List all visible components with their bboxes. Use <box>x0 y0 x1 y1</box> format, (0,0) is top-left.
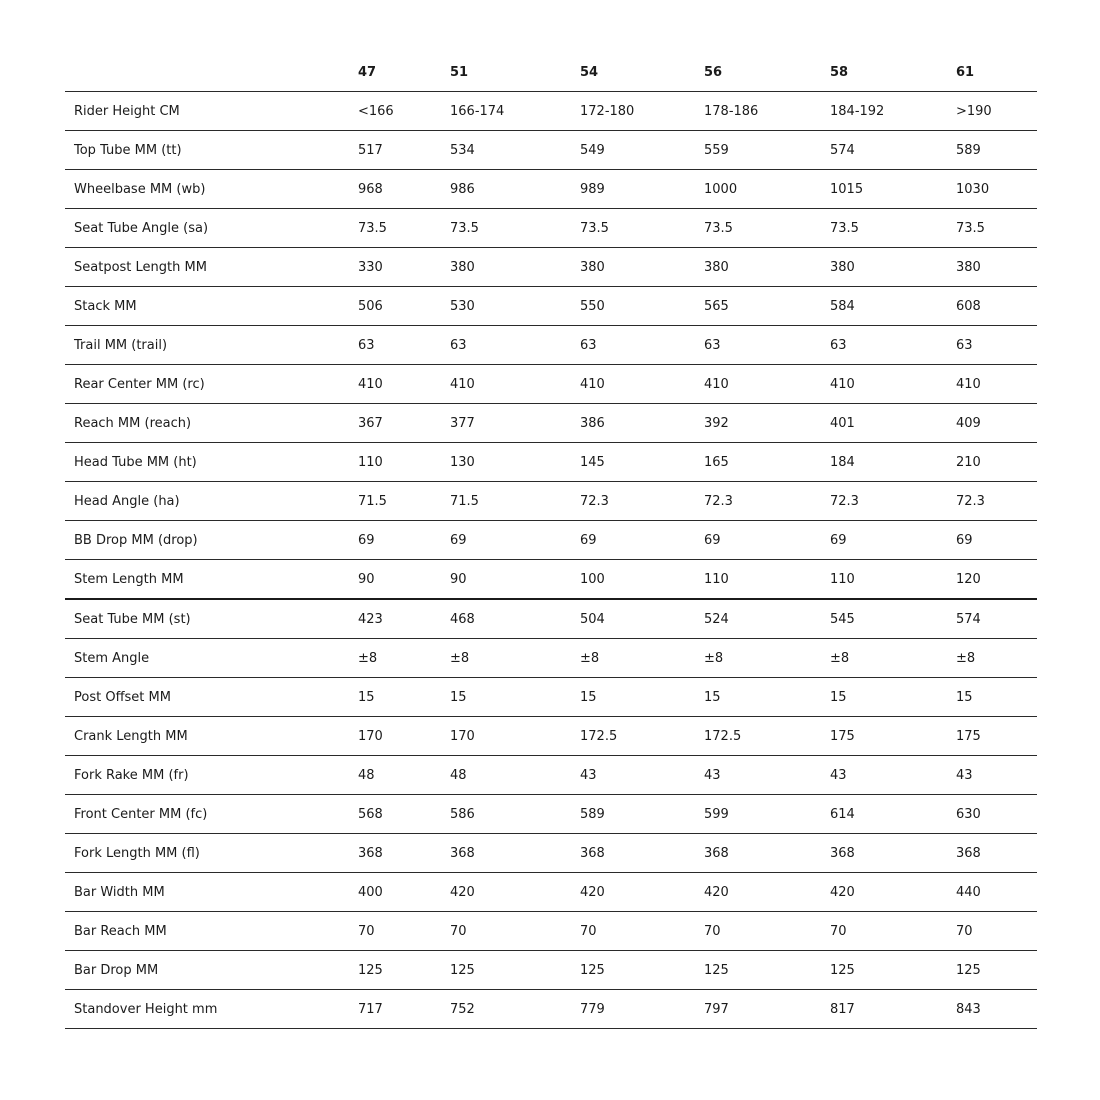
value-cell: 90 <box>358 560 450 600</box>
value-cell: 410 <box>956 365 1037 404</box>
table-row <box>65 834 1037 873</box>
column-header: 56 <box>704 53 830 92</box>
value-cell: 410 <box>580 365 704 404</box>
value-cell: 468 <box>450 599 580 639</box>
table-row <box>65 443 1037 482</box>
value-cell: 100 <box>580 560 704 600</box>
value-cell: 368 <box>358 834 450 873</box>
value-cell: 400 <box>358 873 450 912</box>
value-cell: 15 <box>358 678 450 717</box>
value-cell: 15 <box>830 678 956 717</box>
value-cell: 368 <box>956 834 1037 873</box>
value-cell: 410 <box>358 365 450 404</box>
row-label: Standover Height mm <box>65 990 358 1029</box>
row-label: Post Offset MM <box>65 678 358 717</box>
value-cell: 410 <box>450 365 580 404</box>
header-row <box>65 53 1037 92</box>
value-cell: 380 <box>830 248 956 287</box>
value-cell: 409 <box>956 404 1037 443</box>
value-cell: 368 <box>704 834 830 873</box>
value-cell: 380 <box>704 248 830 287</box>
value-cell: 70 <box>956 912 1037 951</box>
value-cell: 420 <box>580 873 704 912</box>
table-row <box>65 287 1037 326</box>
value-cell: 170 <box>358 717 450 756</box>
row-label: BB Drop MM (drop) <box>65 521 358 560</box>
geometry-table <box>65 53 1037 1029</box>
row-label: Top Tube MM (tt) <box>65 131 358 170</box>
header-corner-cell <box>65 53 358 92</box>
table-row <box>65 521 1037 560</box>
row-label: Crank Length MM <box>65 717 358 756</box>
row-label: Rider Height CM <box>65 92 358 131</box>
value-cell: 48 <box>450 756 580 795</box>
value-cell: 125 <box>704 951 830 990</box>
value-cell: 71.5 <box>358 482 450 521</box>
value-cell: 63 <box>450 326 580 365</box>
value-cell: 15 <box>704 678 830 717</box>
value-cell: 380 <box>450 248 580 287</box>
value-cell: 817 <box>830 990 956 1029</box>
value-cell: 71.5 <box>450 482 580 521</box>
value-cell: 70 <box>830 912 956 951</box>
value-cell: 125 <box>580 951 704 990</box>
table-row <box>65 873 1037 912</box>
value-cell: <166 <box>358 92 450 131</box>
value-cell: 584 <box>830 287 956 326</box>
row-label: Reach MM (reach) <box>65 404 358 443</box>
value-cell: 423 <box>358 599 450 639</box>
value-cell: 968 <box>358 170 450 209</box>
row-label: Stem Angle <box>65 639 358 678</box>
row-label: Head Tube MM (ht) <box>65 443 358 482</box>
value-cell: 125 <box>956 951 1037 990</box>
value-cell: 125 <box>450 951 580 990</box>
table-row <box>65 639 1037 678</box>
column-header: 54 <box>580 53 704 92</box>
value-cell: 170 <box>450 717 580 756</box>
table-row <box>65 912 1037 951</box>
value-cell: 568 <box>358 795 450 834</box>
value-cell: 72.3 <box>704 482 830 521</box>
row-label: Stack MM <box>65 287 358 326</box>
value-cell: 120 <box>956 560 1037 600</box>
value-cell: 392 <box>704 404 830 443</box>
value-cell: 420 <box>704 873 830 912</box>
table-row <box>65 209 1037 248</box>
value-cell: 90 <box>450 560 580 600</box>
table-row <box>65 560 1037 600</box>
value-cell: 184-192 <box>830 92 956 131</box>
value-cell: 797 <box>704 990 830 1029</box>
value-cell: 69 <box>580 521 704 560</box>
value-cell: 73.5 <box>358 209 450 248</box>
value-cell: 72.3 <box>830 482 956 521</box>
value-cell: 125 <box>830 951 956 990</box>
row-label: Seat Tube MM (st) <box>65 599 358 639</box>
column-header: 58 <box>830 53 956 92</box>
value-cell: 368 <box>450 834 580 873</box>
value-cell: ±8 <box>580 639 704 678</box>
value-cell: 63 <box>580 326 704 365</box>
value-cell: 48 <box>358 756 450 795</box>
value-cell: 1000 <box>704 170 830 209</box>
value-cell: 530 <box>450 287 580 326</box>
table-row <box>65 404 1037 443</box>
row-label: Seatpost Length MM <box>65 248 358 287</box>
value-cell: 73.5 <box>956 209 1037 248</box>
table-row <box>65 990 1037 1029</box>
value-cell: 574 <box>830 131 956 170</box>
value-cell: 63 <box>956 326 1037 365</box>
value-cell: 559 <box>704 131 830 170</box>
value-cell: 172.5 <box>580 717 704 756</box>
value-cell: 130 <box>450 443 580 482</box>
value-cell: ±8 <box>956 639 1037 678</box>
value-cell: 410 <box>704 365 830 404</box>
value-cell: 69 <box>450 521 580 560</box>
value-cell: 380 <box>580 248 704 287</box>
value-cell: 110 <box>704 560 830 600</box>
row-label: Bar Reach MM <box>65 912 358 951</box>
column-header: 61 <box>956 53 1037 92</box>
value-cell: 70 <box>450 912 580 951</box>
value-cell: 110 <box>358 443 450 482</box>
table-row <box>65 756 1037 795</box>
value-cell: 69 <box>358 521 450 560</box>
value-cell: 574 <box>956 599 1037 639</box>
table-row <box>65 170 1037 209</box>
table-row <box>65 248 1037 287</box>
value-cell: 599 <box>704 795 830 834</box>
value-cell: 63 <box>830 326 956 365</box>
value-cell: 377 <box>450 404 580 443</box>
row-label: Front Center MM (fc) <box>65 795 358 834</box>
value-cell: 166-174 <box>450 92 580 131</box>
value-cell: 63 <box>704 326 830 365</box>
row-label: Head Angle (ha) <box>65 482 358 521</box>
table-row <box>65 951 1037 990</box>
value-cell: 420 <box>830 873 956 912</box>
value-cell: 368 <box>580 834 704 873</box>
value-cell: 1015 <box>830 170 956 209</box>
value-cell: 15 <box>580 678 704 717</box>
value-cell: 630 <box>956 795 1037 834</box>
value-cell: ±8 <box>704 639 830 678</box>
table-row <box>65 326 1037 365</box>
table-row <box>65 131 1037 170</box>
value-cell: 70 <box>580 912 704 951</box>
value-cell: 165 <box>704 443 830 482</box>
value-cell: 589 <box>956 131 1037 170</box>
value-cell: 504 <box>580 599 704 639</box>
value-cell: >190 <box>956 92 1037 131</box>
value-cell: 989 <box>580 170 704 209</box>
table-row <box>65 678 1037 717</box>
value-cell: 779 <box>580 990 704 1029</box>
value-cell: 608 <box>956 287 1037 326</box>
table-row <box>65 365 1037 404</box>
value-cell: 380 <box>956 248 1037 287</box>
value-cell: 73.5 <box>830 209 956 248</box>
value-cell: 210 <box>956 443 1037 482</box>
value-cell: 368 <box>830 834 956 873</box>
value-cell: 545 <box>830 599 956 639</box>
value-cell: 43 <box>704 756 830 795</box>
value-cell: 401 <box>830 404 956 443</box>
value-cell: 43 <box>580 756 704 795</box>
value-cell: 550 <box>580 287 704 326</box>
value-cell: 110 <box>830 560 956 600</box>
value-cell: ±8 <box>450 639 580 678</box>
value-cell: 534 <box>450 131 580 170</box>
value-cell: 69 <box>956 521 1037 560</box>
value-cell: 386 <box>580 404 704 443</box>
value-cell: 172.5 <box>704 717 830 756</box>
value-cell: 72.3 <box>580 482 704 521</box>
row-label: Fork Length MM (fl) <box>65 834 358 873</box>
value-cell: 717 <box>358 990 450 1029</box>
value-cell: 517 <box>358 131 450 170</box>
value-cell: 15 <box>450 678 580 717</box>
row-label: Trail MM (trail) <box>65 326 358 365</box>
value-cell: 410 <box>830 365 956 404</box>
value-cell: 69 <box>704 521 830 560</box>
row-label: Bar Width MM <box>65 873 358 912</box>
value-cell: 420 <box>450 873 580 912</box>
value-cell: 614 <box>830 795 956 834</box>
value-cell: 73.5 <box>704 209 830 248</box>
value-cell: 843 <box>956 990 1037 1029</box>
value-cell: 178-186 <box>704 92 830 131</box>
value-cell: 586 <box>450 795 580 834</box>
value-cell: 367 <box>358 404 450 443</box>
value-cell: 986 <box>450 170 580 209</box>
value-cell: ±8 <box>358 639 450 678</box>
value-cell: 70 <box>358 912 450 951</box>
value-cell: 549 <box>580 131 704 170</box>
value-cell: 175 <box>956 717 1037 756</box>
table-row <box>65 92 1037 131</box>
row-label: Rear Center MM (rc) <box>65 365 358 404</box>
row-label: Stem Length MM <box>65 560 358 600</box>
value-cell: 506 <box>358 287 450 326</box>
value-cell: 440 <box>956 873 1037 912</box>
value-cell: 43 <box>956 756 1037 795</box>
row-label: Seat Tube Angle (sa) <box>65 209 358 248</box>
value-cell: 15 <box>956 678 1037 717</box>
value-cell: 72.3 <box>956 482 1037 521</box>
value-cell: 1030 <box>956 170 1037 209</box>
table-row <box>65 599 1037 639</box>
value-cell: 43 <box>830 756 956 795</box>
value-cell: 752 <box>450 990 580 1029</box>
table-row <box>65 717 1037 756</box>
row-label: Bar Drop MM <box>65 951 358 990</box>
row-label: Wheelbase MM (wb) <box>65 170 358 209</box>
value-cell: 145 <box>580 443 704 482</box>
column-header: 47 <box>358 53 450 92</box>
value-cell: 73.5 <box>580 209 704 248</box>
value-cell: 565 <box>704 287 830 326</box>
table-row <box>65 795 1037 834</box>
value-cell: 73.5 <box>450 209 580 248</box>
value-cell: 184 <box>830 443 956 482</box>
column-header: 51 <box>450 53 580 92</box>
value-cell: 330 <box>358 248 450 287</box>
value-cell: 524 <box>704 599 830 639</box>
value-cell: 70 <box>704 912 830 951</box>
value-cell: 125 <box>358 951 450 990</box>
value-cell: 589 <box>580 795 704 834</box>
value-cell: ±8 <box>830 639 956 678</box>
value-cell: 69 <box>830 521 956 560</box>
table-row <box>65 482 1037 521</box>
row-label: Fork Rake MM (fr) <box>65 756 358 795</box>
value-cell: 175 <box>830 717 956 756</box>
value-cell: 172-180 <box>580 92 704 131</box>
value-cell: 63 <box>358 326 450 365</box>
